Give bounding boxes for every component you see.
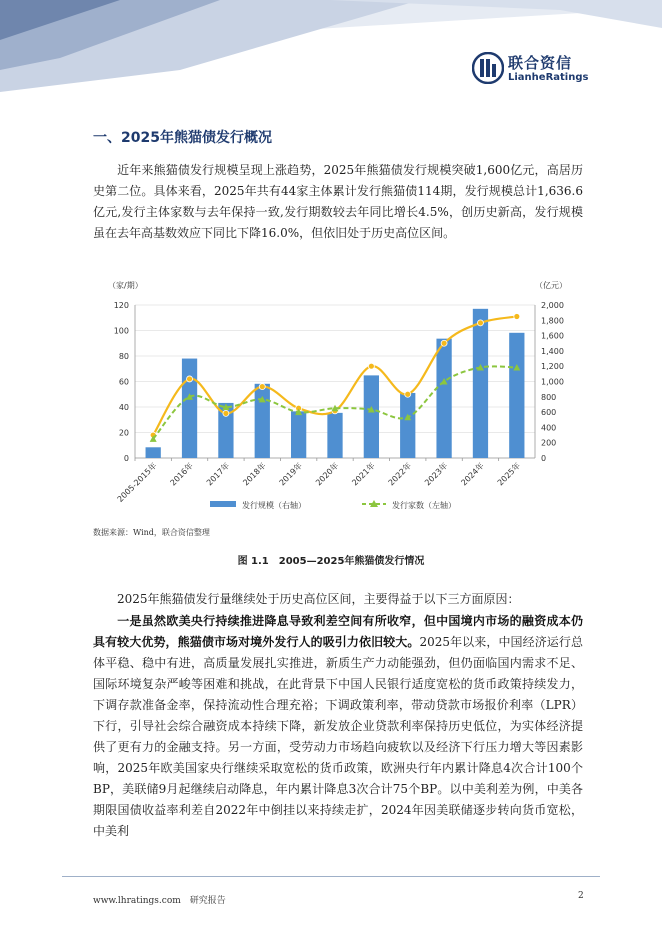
section-title: 一、2025年熊猫债发行概况 — [93, 130, 272, 146]
left-axis-label: （家/期） — [108, 281, 143, 290]
left-tick-label: 80 — [118, 352, 129, 361]
reasons-intro-text: 2025年熊猫债发行量继续处于历史高位区间，主要得益于以下三方面原因： — [117, 592, 520, 606]
left-tick-label: 100 — [113, 326, 129, 336]
legend-swatch-bar — [210, 501, 236, 507]
right-tick-label: 1,600 — [541, 331, 564, 341]
chart-ticks — [114, 301, 564, 504]
issuance-chart — [80, 275, 590, 520]
point-issuance-count — [514, 313, 520, 319]
legend-label-bar: 发行规模（右轴） — [242, 501, 306, 510]
point-issuance-count — [368, 363, 374, 369]
brand-logo — [472, 52, 592, 88]
bar-issuance-scale — [364, 375, 379, 458]
point-issuance-count — [187, 376, 193, 382]
reason-one-paragraph — [93, 611, 583, 842]
bar-issuance-scale — [509, 333, 524, 458]
footer-url: www.lhratings.com 研究报告 — [93, 896, 226, 906]
category-label: 2018年 — [241, 461, 268, 488]
source-note: 数据来源：Wind，联合资信整理 — [93, 528, 210, 537]
category-label: 2021年 — [350, 461, 377, 488]
point-issuance-count — [441, 340, 447, 346]
category-label: 2025年 — [495, 461, 523, 488]
right-tick-label: 800 — [541, 392, 557, 402]
lianhe-logo-icon — [472, 52, 504, 84]
chart-legend — [210, 500, 456, 510]
category-label: 2023年 — [423, 461, 450, 488]
bar-issuance-scale — [255, 384, 270, 458]
intro-paragraph — [93, 160, 583, 244]
bar-issuance-scale — [182, 359, 197, 458]
category-label: 2020年 — [313, 461, 341, 488]
left-tick-label: 60 — [118, 377, 129, 387]
intro-paragraph-text: 近年来熊猫债发行规模呈现上涨趋势，2025年熊猫债发行规模突破1,600亿元，高居历史第二位。具体来看，2025年共有44家主体累计发行熊猫债114期，发行规模总计1,636.6亿元,发行主体家数与去年保持一致,发行期数较去年同比增长4.5%，创历史新高，发行规模虽在去年高基数效应下同比下降16.0%，但依旧处于历史高位区间。 — [93, 163, 583, 240]
left-tick-label: 40 — [118, 403, 129, 412]
right-tick-label: 1,800 — [541, 316, 564, 326]
reasons-intro-paragraph — [93, 589, 583, 610]
bar-issuance-scale — [327, 413, 342, 458]
right-tick-label: 1,400 — [541, 346, 564, 356]
category-label: 2022年 — [386, 461, 414, 488]
chart-svg — [80, 275, 590, 520]
right-tick-label: 200 — [541, 438, 557, 448]
point-issuance-count — [405, 391, 411, 397]
footer-divider — [62, 876, 600, 877]
bar-issuance-scale — [473, 309, 488, 458]
bar-issuance-scale — [291, 411, 306, 458]
bar-issuance-scale — [436, 339, 451, 458]
figure-caption: 图 1.1 2005—2025年熊猫债发行情况 — [237, 556, 425, 567]
point-issuance-count — [477, 320, 483, 326]
right-tick-label: 600 — [541, 408, 557, 418]
category-label: 2016年 — [168, 461, 195, 488]
legend-label-line: 发行家数（左轴） — [392, 501, 456, 510]
right-tick-label: 0 — [541, 454, 547, 463]
reason-one-text: 2025年以来，中国经济运行总体平稳、稳中有进，高质量发展扎实推进，新质生产力动能强劲，但仍面临国内需求不足、国际环境复杂严峻等困难和挑战，在此背景下中国人民银行适度宽松的货币政策持续发力，下调存款准备金率，保持流动性合理充裕；下调政策利率，带动贷款市场报价利率（LPR）下行，引导社会综合融资成本持续下降，新发放企业贷款利率保持历史低位，为实体经济提供了更有力的金融支持。另一方面，受劳动力市场趋向疲软以及经济下行压力增大等因素影响，2025年欧美国家央行继续采取宽松的货币政策，欧洲央行年内累计降息4次合计100个BP，美联储9月起继续启动降息，年内累计降息3次合计75个BP。以中美利差为例，中美各期限国债收益率利差自2022年中倒挂以来持续走扩，2024年因美联储逐步转向货币宽松，中美利 — [93, 635, 583, 838]
right-axis-label: （亿元） — [535, 281, 567, 290]
category-label: 2024年 — [459, 461, 486, 488]
category-label: 2019年 — [277, 461, 305, 488]
left-tick-label: 0 — [123, 454, 129, 463]
point-issuance-count — [259, 384, 265, 390]
bar-issuance-scale — [146, 447, 161, 458]
point-issuance-count — [223, 410, 229, 416]
brand-name-cn: 联合资信 — [508, 54, 573, 72]
left-tick-label: 120 — [113, 301, 129, 310]
reason-one-bold: 一是虽然欧美央行持续推进降息导致利差空间有所收窄，但中国境内市场的融资成本仍具有较大优势，熊猫债市场对境外发行人的吸引力依旧较大。 — [93, 614, 583, 649]
right-tick-label: 1,200 — [541, 362, 564, 372]
page-number: 2 — [578, 891, 584, 901]
chart-bars — [146, 309, 525, 458]
right-tick-label: 1,000 — [541, 377, 564, 387]
right-tick-label: 2,000 — [541, 301, 564, 310]
category-label: 2005-2015年 — [115, 461, 159, 504]
brand-name-en: LianheRatings — [508, 72, 589, 83]
left-tick-label: 20 — [118, 428, 129, 438]
category-label: 2017年 — [204, 461, 232, 488]
bar-issuance-scale — [400, 393, 415, 458]
right-tick-label: 400 — [541, 423, 557, 433]
